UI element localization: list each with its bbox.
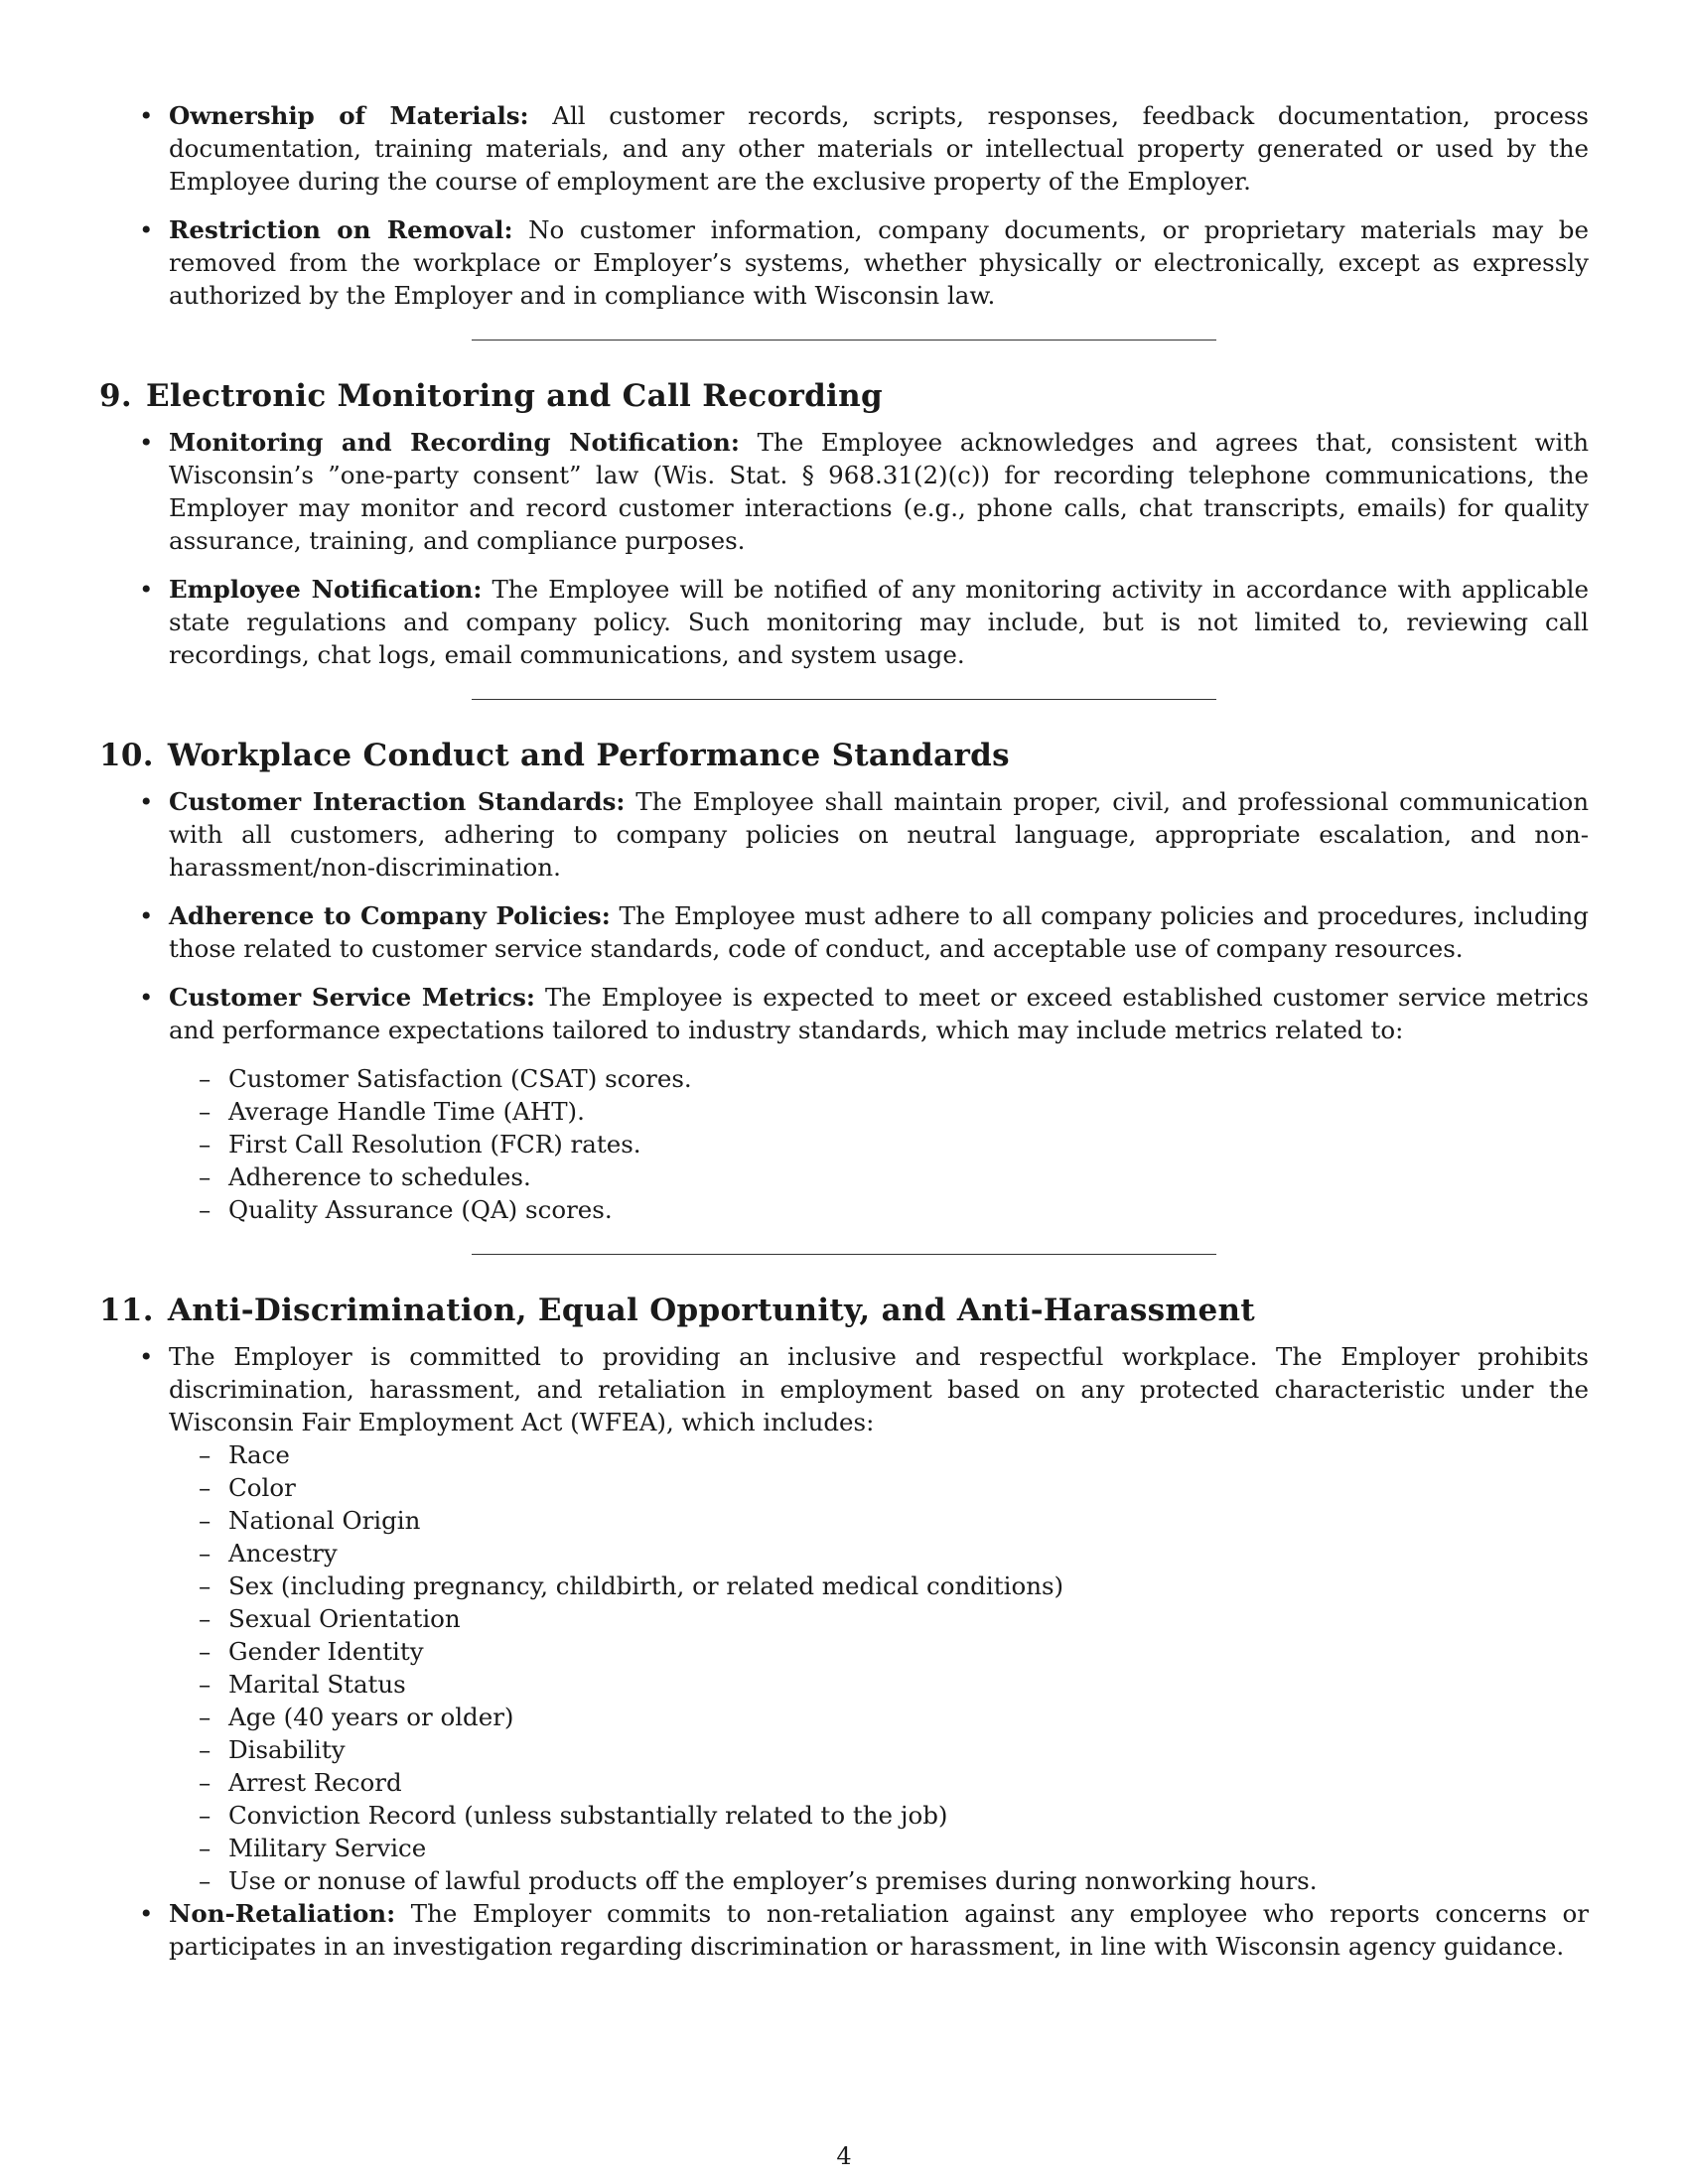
item-label: Monitoring and Recording Notification:	[169, 428, 740, 457]
characteristic-item: – Ancestry	[169, 1537, 1589, 1570]
section-11-list	[99, 1340, 1589, 1963]
characteristic-item: – Marital Status	[169, 1668, 1589, 1701]
item-label: Employee Notification:	[169, 575, 483, 604]
metric-item: – Adherence to schedules.	[169, 1160, 1589, 1193]
list-item	[99, 426, 1589, 557]
list-item	[99, 1897, 1589, 1963]
item-text: No customer information, company documents, or proprietary materials may be removed from the workplace or Employer’s systems, whether physically or electronically, except as expressly authorized by the Employer and in compliance with Wisconsin law.	[169, 215, 1589, 310]
item-label: Adherence to Company Policies:	[169, 901, 611, 930]
item-text: The Employer is committed to providing an inclusive and respectful workplace. The Employer prohibits discrimination, harassment, and retaliation in employment based on any protected characteristic under the Wisconsin Fair Employment Act (WFEA), which includes:	[169, 1342, 1589, 1436]
item-label: Customer Service Metrics:	[169, 983, 535, 1012]
section-title: Workplace Conduct and Performance Standards	[167, 738, 1010, 773]
characteristic-item: – Disability	[169, 1733, 1589, 1766]
item-text: The Employee acknowledges and agrees that, consistent with Wisconsin’s ”one-party consent” law (Wis. Stat. § 968.31(2)(c)) for recording telephone communications, the Employer may monitor and record customer interactions (e.g., phone calls, chat transcripts, emails) for quality assurance, training, and compliance purposes.	[169, 428, 1589, 555]
item-label: Customer Interaction Standards:	[169, 787, 626, 816]
section-divider	[472, 699, 1216, 700]
metrics-list	[169, 1062, 1589, 1226]
metric-item: – Quality Assurance (QA) scores.	[169, 1193, 1589, 1226]
characteristic-item: – Age (40 years or older)	[169, 1701, 1589, 1733]
list-item	[99, 981, 1589, 1226]
protected-characteristics-list	[169, 1438, 1589, 1897]
item-text: All customer records, scripts, responses, feedback documentation, process documentation, training materials, and any other materials or intellectual property generated or used by the Employee during the course of employment are the exclusive property of the Employer.	[169, 101, 1589, 196]
characteristic-item: – Gender Identity	[169, 1635, 1589, 1668]
list-item	[99, 899, 1589, 965]
page-number: 4	[836, 2142, 852, 2170]
list-item	[99, 1340, 1589, 1897]
characteristic-item: – Sex (including pregnancy, childbirth, or related medical conditions)	[169, 1570, 1589, 1602]
section-divider	[472, 340, 1216, 341]
section-9-list	[99, 426, 1589, 671]
section-8-list	[99, 99, 1589, 312]
item-text: The Employee will be notified of any monitoring activity in accordance with applicable state regulations and company policy. Such monitoring may include, but is not limited to, reviewing call recordings, chat logs, email communications, and system usage.	[169, 575, 1589, 669]
characteristic-item: – Military Service	[169, 1832, 1589, 1864]
item-label: Non-Retaliation:	[169, 1899, 396, 1928]
section-title: Electronic Monitoring and Call Recording	[145, 378, 883, 414]
section-10-heading	[99, 736, 1589, 775]
section-title: Anti-Discrimination, Equal Opportunity, and Anti-Harassment	[167, 1293, 1256, 1328]
section-number: 11.	[99, 1293, 154, 1328]
item-label: Ownership of Materials:	[169, 101, 529, 130]
list-item	[99, 573, 1589, 671]
metric-item: – First Call Resolution (FCR) rates.	[169, 1128, 1589, 1160]
characteristic-item: – Color	[169, 1471, 1589, 1504]
characteristic-item: – National Origin	[169, 1504, 1589, 1537]
list-item	[99, 213, 1589, 312]
list-item	[99, 99, 1589, 198]
characteristic-item: – Conviction Record (unless substantially related to the job)	[169, 1799, 1589, 1832]
item-text: The Employee shall maintain proper, civil, and professional communication with all customers, adhering to company policies on neutral language, appropriate escalation, and non-harassment/non-discrimination.	[169, 787, 1589, 882]
section-11-heading	[99, 1291, 1589, 1330]
metric-item: – Customer Satisfaction (CSAT) scores.	[169, 1062, 1589, 1095]
characteristic-item: – Race	[169, 1438, 1589, 1471]
section-9-heading	[99, 376, 1589, 416]
characteristic-item: – Sexual Orientation	[169, 1602, 1589, 1635]
item-text: The Employee is expected to meet or exceed established customer service metrics and performance expectations tailored to industry standards, which may include metrics related to:	[169, 983, 1589, 1044]
characteristic-item: – Arrest Record	[169, 1766, 1589, 1799]
metric-item: – Average Handle Time (AHT).	[169, 1095, 1589, 1128]
section-number: 9.	[99, 378, 132, 414]
list-item	[99, 785, 1589, 884]
section-10-list	[99, 785, 1589, 1226]
item-label: Restriction on Removal:	[169, 215, 513, 244]
section-divider	[472, 1254, 1216, 1255]
item-text: The Employee must adhere to all company policies and procedures, including those related to customer service standards, code of conduct, and acceptable use of company resources.	[169, 901, 1589, 963]
characteristic-item: – Use or nonuse of lawful products off the employer’s premises during nonworking hours.	[169, 1864, 1589, 1897]
section-number: 10.	[99, 738, 154, 773]
item-text: The Employer commits to non-retaliation against any employee who reports concerns or participates in an investigation regarding discrimination or harassment, in line with Wisconsin agency guidance.	[169, 1899, 1590, 1961]
document-page	[99, 99, 1589, 1979]
